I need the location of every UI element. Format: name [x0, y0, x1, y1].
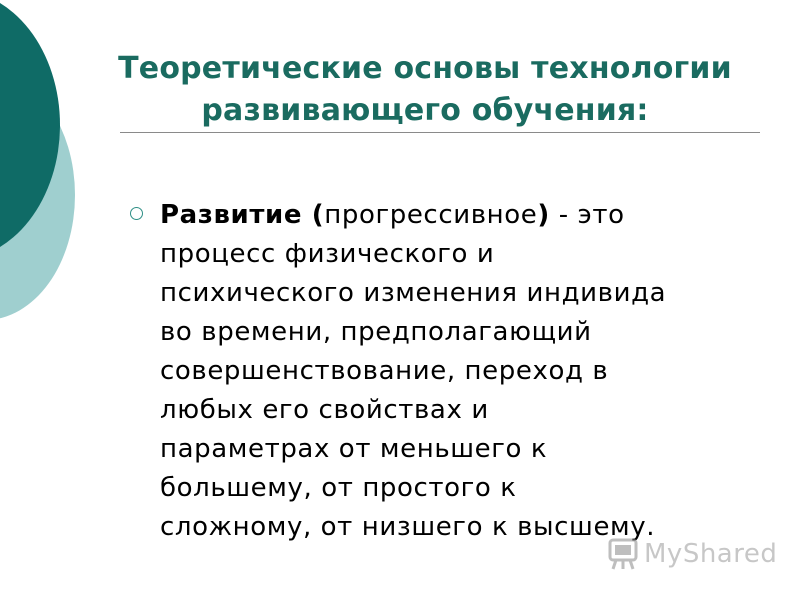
bullet-line-9: сложному, от низшего к высшему. [160, 512, 656, 542]
myshared-logo-icon [606, 537, 640, 571]
slide-title-line-1: Теоретические основы технологии [118, 51, 732, 86]
watermark [606, 536, 777, 572]
bullet-line-1 [160, 196, 768, 235]
slide-title [100, 48, 750, 132]
bullet-paren-open: ( [302, 200, 325, 230]
hollow-circle-bullet-icon [130, 207, 143, 220]
bullet-paren-close: ) [537, 200, 550, 230]
bullet-term: Развитие [160, 200, 303, 230]
bullet-line-2: процесс физического и [160, 239, 495, 269]
bullet-line-6: любых его свойствах и [160, 395, 489, 425]
bullet-line-5: совершенствование, переход в [160, 356, 609, 386]
bullet-line-7: параметрах от меньшего к [160, 434, 548, 464]
bullet-paren-content: прогрессивное [324, 200, 538, 230]
bullet-line-1-rest: - это [549, 200, 625, 230]
bullet-text [160, 196, 768, 547]
bullet-line-4: во времени, предполагающий [160, 317, 592, 347]
bullet-line-8: большему, от простого к [160, 473, 517, 503]
watermark-text: MyShared [644, 539, 778, 569]
bullet-line-3: психического изменения индивида [160, 278, 667, 308]
slide-title-line-2: развивающего обучения: [201, 93, 649, 128]
bullet-item [128, 196, 768, 547]
title-divider [120, 132, 760, 133]
